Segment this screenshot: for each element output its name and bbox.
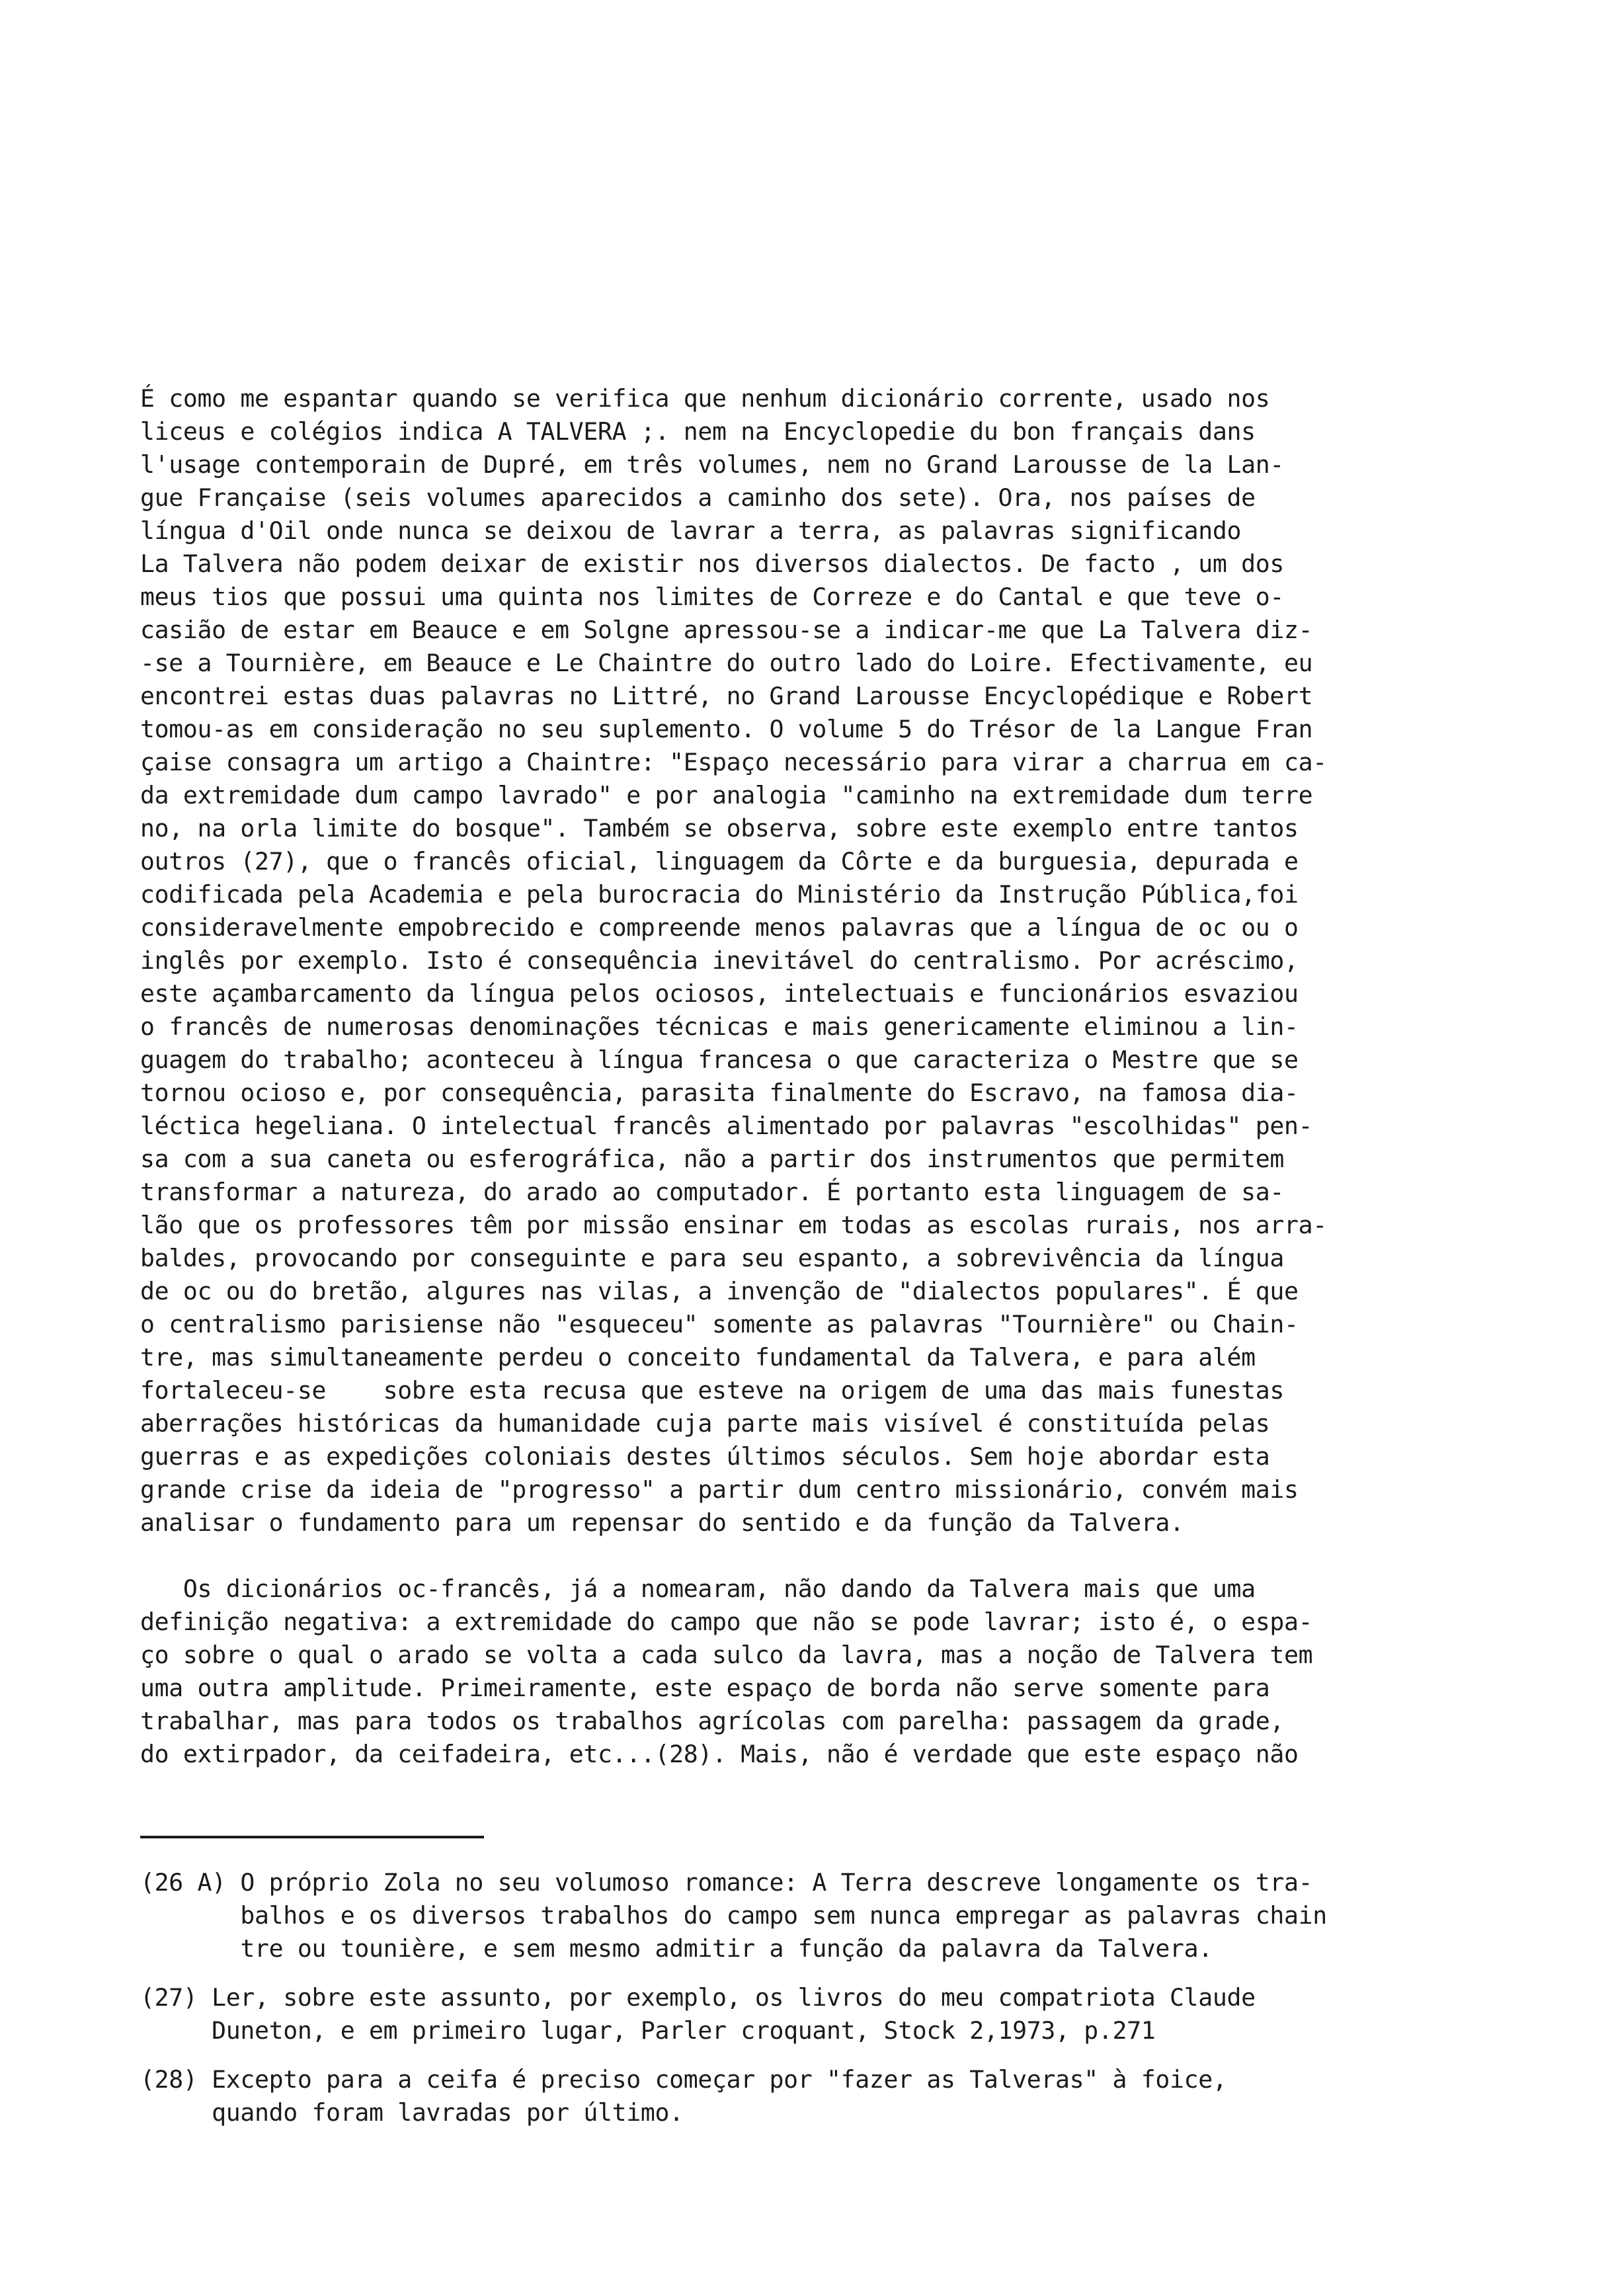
text-line: tomou-as em consideração no seu suplemento. O volume 5 do Trésor de la Langue Fran bbox=[140, 715, 1313, 743]
text-line: analisar o fundamento para um repensar do sentido e da função da Talvera. bbox=[140, 1508, 1184, 1537]
footnote-line: (28) Excepto para a ceifa é preciso começar por "fazer as Talveras" à foice, bbox=[140, 2065, 1227, 2094]
text-line: -se a Tournière, em Beauce e Le Chaintre do outro lado do Loire. Efectivamente, eu bbox=[140, 649, 1313, 677]
footnote-line: quando foram lavradas por último. bbox=[140, 2098, 684, 2127]
text-line: no, na orla limite do bosque". Também se observa, sobre este exemplo entre tantos bbox=[140, 814, 1299, 842]
text-line: fortaleceu-se sobre esta recusa que esteve na origem de uma das mais funestas bbox=[140, 1376, 1284, 1405]
text-line: lão que os professores têm por missão ensinar em todas as escolas rurais, nos arra- bbox=[140, 1211, 1327, 1239]
text-line: trabalhar, mas para todos os trabalhos agrícolas com parelha: passagem da grade, bbox=[140, 1707, 1284, 1735]
text-line: da extremidade dum campo lavrado" e por analogia "caminho na extremidade dum terre bbox=[140, 781, 1313, 809]
text-line: inglês por exemplo. Isto é consequência inevitável do centralismo. Por acréscimo, bbox=[140, 946, 1299, 975]
text-line: çaise consagra um artigo a Chaintre: "Espaço necessário para virar a charrua em ca- bbox=[140, 748, 1327, 776]
text-line: gue Française (seis volumes aparecidos a caminho dos sete). Ora, nos países de bbox=[140, 483, 1256, 512]
footnote-line: (27) Ler, sobre este assunto, por exemplo, os livros do meu compatriota Claude bbox=[140, 1983, 1256, 2012]
text-line: tre, mas simultaneamente perdeu o conceito fundamental da Talvera, e para além bbox=[140, 1343, 1256, 1372]
text-line: do extirpador, da ceifadeira, etc...(28). Mais, não é verdade que este espaço não bbox=[140, 1740, 1299, 1768]
text-line: baldes, provocando por conseguinte e para seu espanto, a sobrevivência da língua bbox=[140, 1244, 1284, 1272]
text-line: ço sobre o qual o arado se volta a cada sulco da lavra, mas a noção de Talvera tem bbox=[140, 1641, 1313, 1669]
text-line: Os dicionários oc-francês, já a nomearam, não dando da Talvera mais que uma bbox=[140, 1575, 1256, 1603]
text-line: definição negativa: a extremidade do campo que não se pode lavrar; isto é, o espa- bbox=[140, 1608, 1313, 1636]
footnote-line: (26 A) O próprio Zola no seu volumoso romance: A Terra descreve longamente os tra- bbox=[140, 1868, 1313, 1897]
text-line: uma outra amplitude. Primeiramente, este espaço de borda não serve somente para bbox=[140, 1674, 1270, 1702]
text-line: o francês de numerosas denominações técnicas e mais genericamente eliminou a lin- bbox=[140, 1012, 1299, 1041]
text-line: meus tios que possui uma quinta nos limites de Correze e do Cantal e que teve o- bbox=[140, 583, 1284, 611]
text-line: l'usage contemporain de Dupré, em três volumes, nem no Grand Larousse de la Lan- bbox=[140, 450, 1284, 479]
text-line: É como me espantar quando se verifica que nenhum dicionário corrente, usado nos bbox=[140, 384, 1270, 413]
text-line: codificada pela Academia e pela burocracia do Ministério da Instrução Pública,foi bbox=[140, 880, 1299, 909]
text-line: léctica hegeliana. O intelectual francês alimentado por palavras "escolhidas" pen- bbox=[140, 1112, 1313, 1140]
text-line: língua d'Oil onde nunca se deixou de lavrar a terra, as palavras significando bbox=[140, 516, 1242, 545]
text-line: o centralismo parisiense não "esqueceu" somente as palavras "Tournière" ou Chain- bbox=[140, 1310, 1299, 1338]
text-line: sa com a sua caneta ou esferográfica, não a partir dos instrumentos que permitem bbox=[140, 1145, 1284, 1173]
text-line: liceus e colégios indica A TALVERA ;. nem na Encyclopedie du bon français dans bbox=[140, 417, 1256, 446]
text-line: casião de estar em Beauce e em Solgne apressou-se a indicar-me que La Talvera diz- bbox=[140, 616, 1313, 644]
text-line: aberrações históricas da humanidade cuja parte mais visível é constituída pelas bbox=[140, 1409, 1270, 1438]
text-line: guerras e as expedições coloniais destes últimos séculos. Sem hoje abordar esta bbox=[140, 1442, 1270, 1471]
text-line: tornou ocioso e, por consequência, parasita finalmente do Escravo, na famosa dia- bbox=[140, 1079, 1299, 1107]
footnote-separator bbox=[140, 1836, 484, 1838]
text-line: encontrei estas duas palavras no Littré, no Grand Larousse Encyclopédique e Robert bbox=[140, 682, 1313, 710]
footnote-line: tre ou tounière, e sem mesmo admitir a função da palavra da Talvera. bbox=[140, 1934, 1213, 1963]
text-line: La Talvera não podem deixar de existir nos diversos dialectos. De facto , um dos bbox=[140, 550, 1284, 578]
text-line: de oc ou do bretão, algures nas vilas, a invenção de "dialectos populares". É que bbox=[140, 1277, 1299, 1305]
footnote-line: Duneton, e em primeiro lugar, Parler croquant, Stock 2,1973, p.271 bbox=[140, 2016, 1156, 2045]
text-line: este açambarcamento da língua pelos ociosos, intelectuais e funcionários esvaziou bbox=[140, 979, 1299, 1008]
text-line: outros (27), que o francês oficial, linguagem da Côrte e da burguesia, depurada e bbox=[140, 847, 1299, 876]
text-line: transformar a natureza, do arado ao computador. É portanto esta linguagem de sa- bbox=[140, 1178, 1284, 1206]
text-line: consideravelmente empobrecido e compreende menos palavras que a língua de oc ou o bbox=[140, 913, 1299, 942]
text-line: grande crise da ideia de "progresso" a partir dum centro missionário, convém mais bbox=[140, 1475, 1299, 1504]
footnote-line: balhos e os diversos trabalhos do campo sem nunca empregar as palavras chain bbox=[140, 1901, 1327, 1930]
text-line: guagem do trabalho; aconteceu à língua francesa o que caracteriza o Mestre que se bbox=[140, 1046, 1299, 1074]
